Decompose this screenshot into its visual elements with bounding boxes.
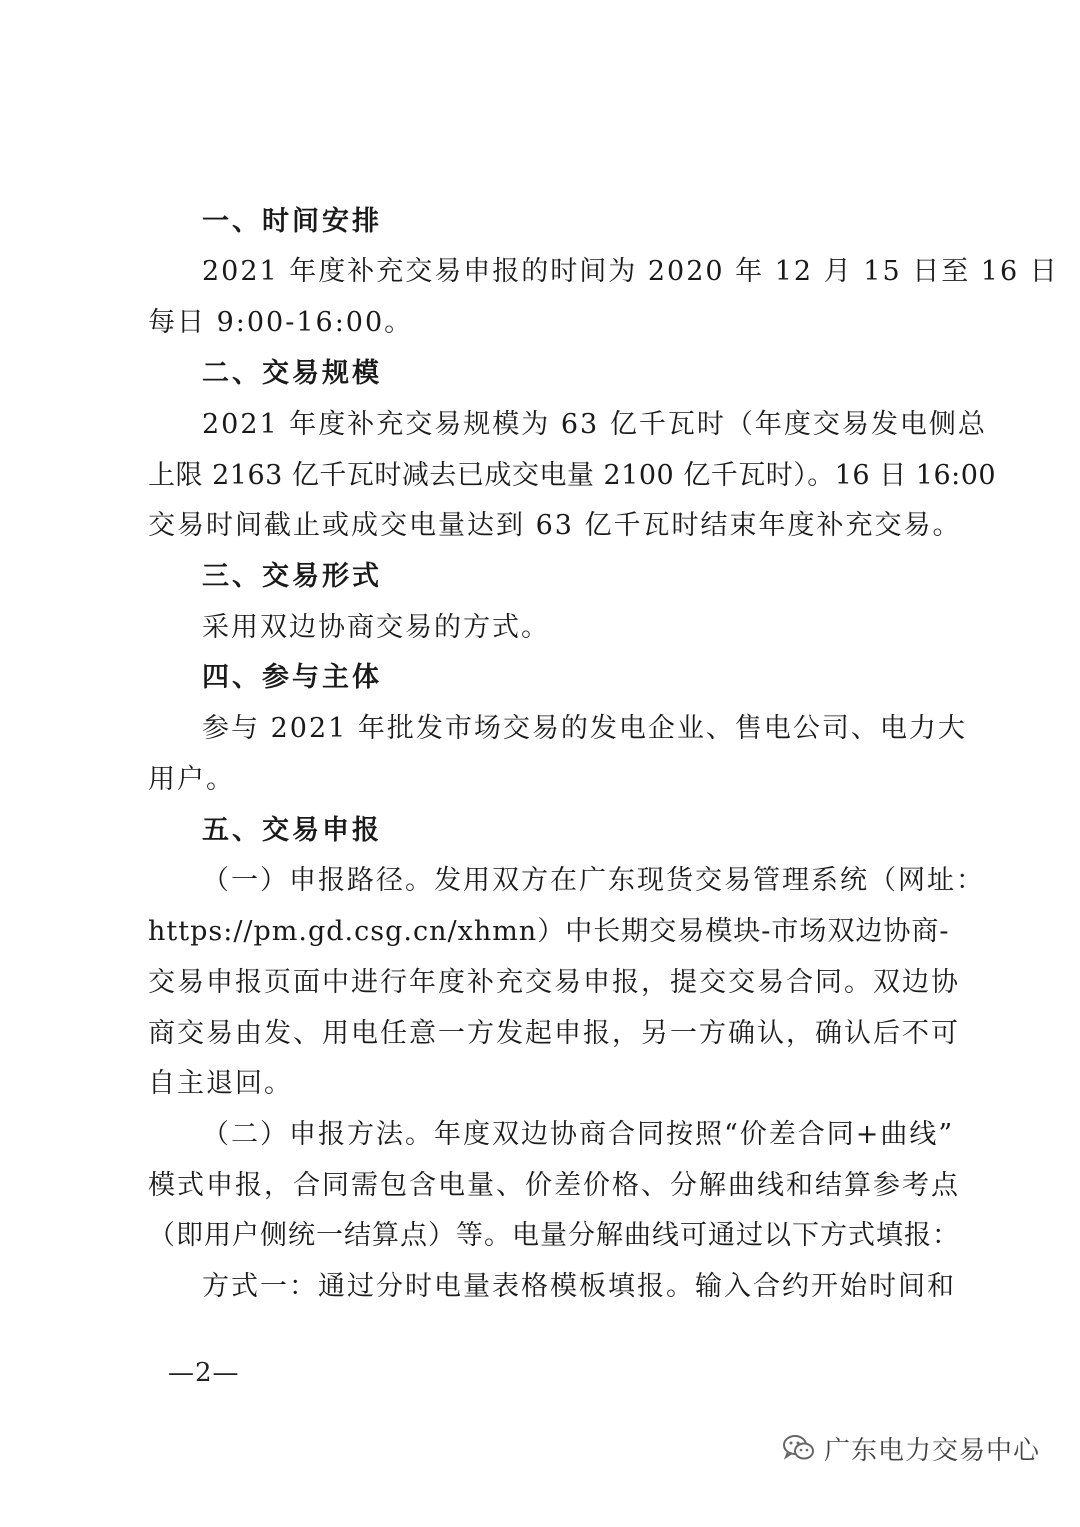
paragraph-line: 每日 9:00-16:00。: [148, 307, 414, 338]
paragraph-line: 方式一：通过分时电量表格模板填报。输入合约开始时间和: [202, 1271, 956, 1302]
watermark: [782, 1428, 1040, 1468]
wechat-icon: [782, 1434, 816, 1462]
paragraph-line: 商交易由发、用电任意一方发起申报，另一方确认，确认后不可: [148, 1018, 960, 1049]
paragraph-line: 上限 2163 亿千瓦时减去已成交电量 2100 亿千瓦时）。16 日 16:00: [148, 460, 997, 491]
paragraph-line: 2021 年度补充交易申报的时间为 2020 年 12 月 15 日至 16 日: [202, 256, 1059, 287]
section-heading-scale: 二、交易规模: [202, 358, 382, 389]
paragraph-line: https://pm.gd.csg.cn/xhmn）中长期交易模块-市场双边协商-: [148, 916, 950, 947]
paragraph-line: 交易时间截止或成交电量达到 63 亿千瓦时结束年度补充交易。: [148, 510, 962, 541]
section-heading-form: 三、交易形式: [202, 561, 382, 592]
page-number: —2—: [168, 1358, 240, 1388]
section-heading-schedule: 一、时间安排: [202, 206, 382, 237]
paragraph-line: 用户。: [148, 764, 235, 795]
paragraph-line: （二）申报方法。年度双边协商合同按照“价差合同+曲线”: [202, 1119, 955, 1150]
section-heading-participants: 四、参与主体: [202, 662, 382, 693]
watermark-text: 广东电力交易中心: [824, 1435, 1041, 1466]
paragraph-line: （即用户侧统一结算点）等。电量分解曲线可通过以下方式填报：: [148, 1220, 960, 1251]
paragraph-line: 参与 2021 年批发市场交易的发电企业、售电公司、电力大: [202, 713, 967, 744]
section-heading-declaration: 五、交易申报: [202, 815, 382, 846]
paragraph-line: 2021 年度补充交易规模为 63 亿千瓦时（年度交易发电侧总: [202, 409, 987, 440]
paragraph-line: 交易申报页面中进行年度补充交易申报，提交交易合同。双边协: [148, 967, 960, 998]
paragraph-line: 采用双边协商交易的方式。: [202, 612, 550, 643]
paragraph-line: 模式申报，合同需包含电量、价差价格、分解曲线和结算参考点: [148, 1170, 960, 1201]
paragraph-line: （一）申报路径。发用双方在广东现货交易管理系统（网址：: [202, 865, 985, 896]
paragraph-line: 自主退回。: [148, 1068, 293, 1099]
